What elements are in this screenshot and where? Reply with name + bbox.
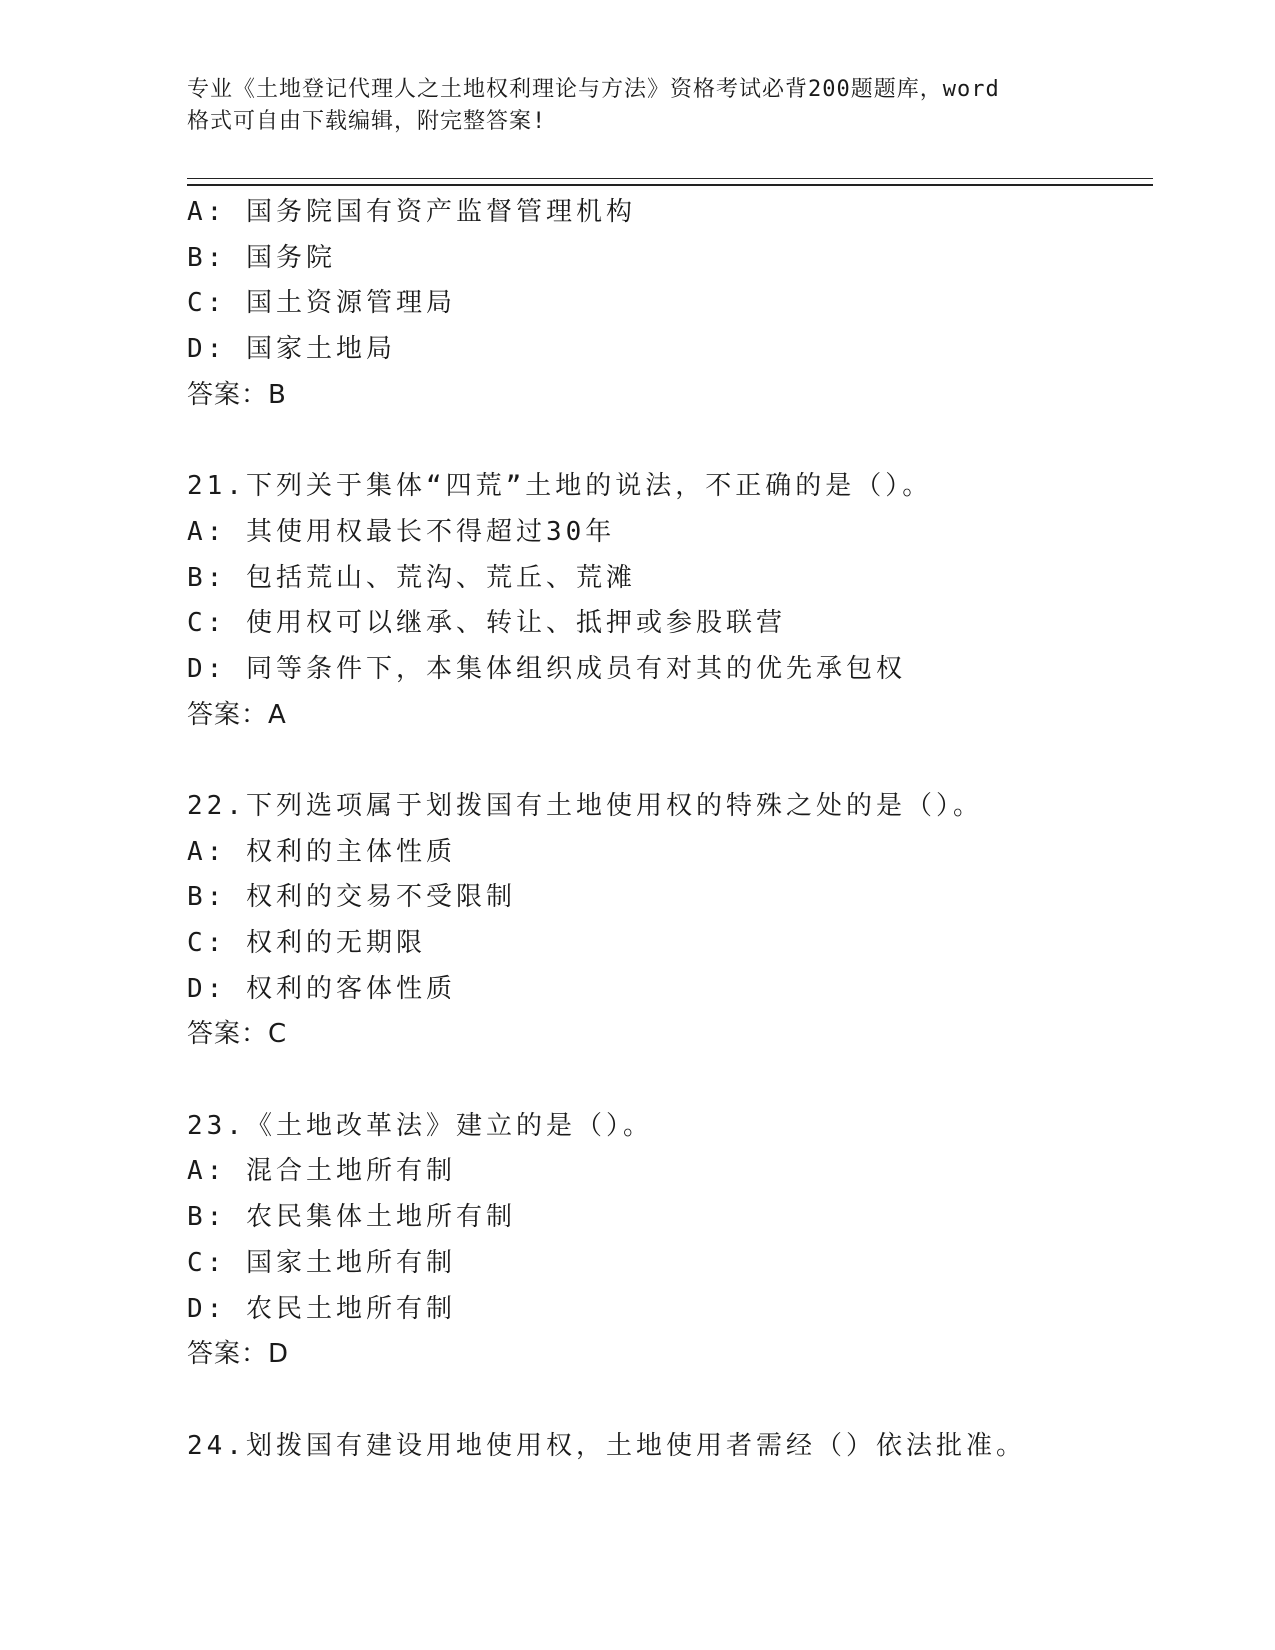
answer-line: 答案：A: [187, 699, 287, 730]
option-c: C: 使用权可以继承、转让、抵押或参股联营: [187, 608, 786, 639]
question-stem: 23.《土地改革法》建立的是（）。: [187, 1110, 653, 1141]
option-a: A: 混合土地所有制: [187, 1156, 456, 1187]
question-block-24: [187, 1424, 1147, 1470]
option-c: C: 权利的无期限: [187, 928, 426, 958]
option-d: D: 农民土地所有制: [187, 1293, 456, 1324]
question-stem: 21.下列关于集体“四荒”土地的说法，不正确的是（）。: [187, 471, 933, 502]
blank-line: [187, 418, 1147, 464]
question-stem: 22.下列选项属于划拨国有土地使用权的特殊之处的是（）。: [187, 790, 983, 821]
option-a: A: 权利的主体性质: [187, 836, 456, 867]
answer-line: 答案：C: [187, 1019, 288, 1050]
blank-line: [187, 738, 1147, 784]
header-line-1: 专业《土地登记代理人之土地权利理论与方法》资格考试必背200题题库，word: [187, 77, 1000, 102]
option-a: A: 国务院国有资产监督管理机构: [187, 197, 636, 227]
question-block-23: [187, 1104, 1147, 1378]
question-block-20: [187, 190, 1147, 418]
option-b: B: 包括荒山、荒沟、荒丘、荒滩: [187, 562, 636, 593]
answer-line: 答案：B: [187, 379, 287, 410]
question-list: [187, 190, 1147, 1469]
option-a: A: 其使用权最长不得超过30年: [187, 516, 616, 547]
header-line-2: 格式可自由下载编辑，附完整答案!: [187, 109, 547, 134]
option-c: C: 国土资源管理局: [187, 288, 456, 319]
question-block-21: [187, 464, 1147, 738]
option-b: B: 国务院: [187, 242, 336, 273]
blank-line: [187, 1058, 1147, 1104]
question-block-22: [187, 784, 1147, 1058]
option-d: D: 同等条件下，本集体组织成员有对其的优先承包权: [187, 653, 906, 684]
option-d: D: 国家土地局: [187, 334, 396, 365]
header-divider: [187, 178, 1153, 186]
option-b: B: 权利的交易不受限制: [187, 882, 516, 913]
option-c: C: 国家土地所有制: [187, 1247, 456, 1278]
option-d: D: 权利的客体性质: [187, 973, 456, 1004]
answer-line: 答案：D: [187, 1339, 290, 1370]
blank-line: [187, 1378, 1147, 1424]
question-stem: 24.划拨国有建设用地使用权，土地使用者需经（）依法批准。: [187, 1430, 1026, 1461]
option-b: B: 农民集体土地所有制: [187, 1202, 516, 1233]
document-header: [187, 74, 1087, 138]
